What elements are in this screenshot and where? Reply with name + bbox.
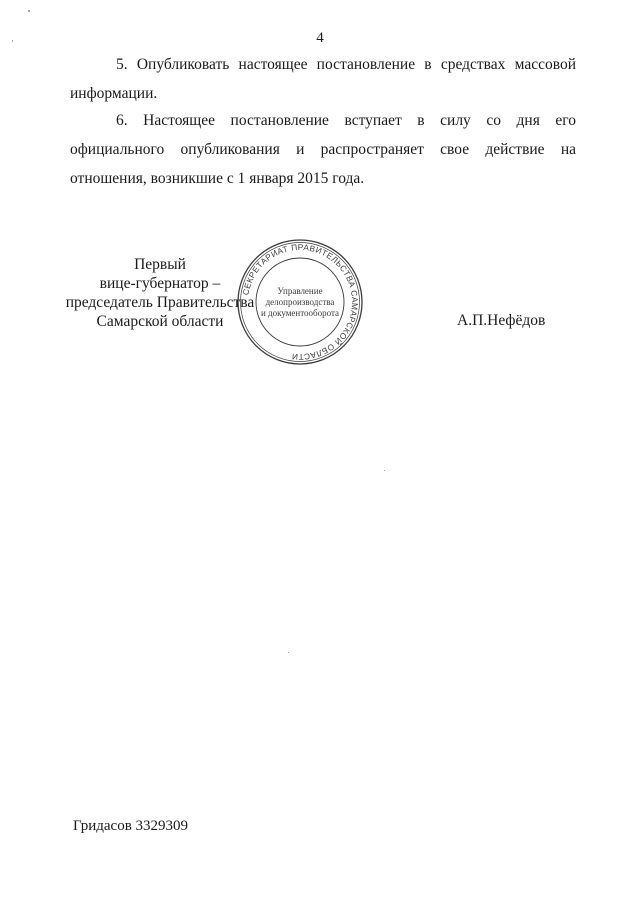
signatory-position (60, 255, 260, 331)
paragraph-5: 5. Опубликовать настоящее постановление в средствах массовой информации. (70, 56, 576, 102)
scan-speck (288, 652, 289, 653)
seal-center-line: и документооборота (260, 308, 340, 318)
author-code: Гридасов 3329309 (73, 818, 189, 834)
scan-speck (384, 470, 385, 471)
scan-speck (12, 40, 13, 42)
seal-center-line: делопроизводства (265, 297, 335, 307)
position-line: председатель Правительства (65, 294, 255, 311)
position-line: Самарской области (96, 313, 224, 330)
paragraph-6: 6. Настоящее постановление вступает в силу со дня его официального опубликования и распространяет свое действие на отношения, возникшие с 1 января 2015 года. (70, 112, 576, 187)
page-number: 4 (316, 30, 324, 46)
seal-center-line: Управление (277, 286, 323, 296)
position-line: вице-губернатор – (99, 275, 221, 292)
scan-speck (28, 10, 30, 12)
position-line: Первый (134, 256, 186, 273)
official-seal-stamp (236, 238, 364, 366)
seal-graphic (236, 238, 364, 366)
signatory-name: А.П.Нефёдов (457, 312, 546, 329)
seal-ring-text: СЕКРЕТАРИАТ ПРАВИТЕЛЬСТВА САМАРСКОЙ ОБЛАСТИ (240, 241, 361, 363)
